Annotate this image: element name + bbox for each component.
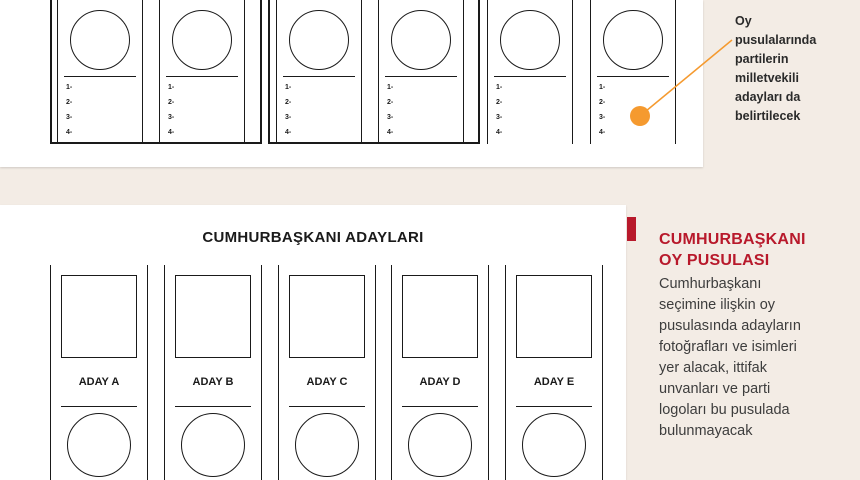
candidate-number: 1- xyxy=(387,84,394,91)
candidate-number: 4- xyxy=(285,129,292,136)
candidate-number: 2- xyxy=(168,99,175,106)
candidate-number: 4- xyxy=(599,129,606,136)
candidate-column xyxy=(164,265,262,480)
candidate-number: 1- xyxy=(285,84,292,91)
candidate-number: 1- xyxy=(496,84,503,91)
section-marker xyxy=(627,217,636,241)
candidate-number: 4- xyxy=(496,129,503,136)
candidate-photo-box xyxy=(61,275,137,358)
candidate-number: 4- xyxy=(66,129,73,136)
candidate-number: 4- xyxy=(387,129,394,136)
candidate-number: 3- xyxy=(599,114,606,121)
candidate-number: 3- xyxy=(66,114,73,121)
candidate-number: 3- xyxy=(168,114,175,121)
candidate-number: 1- xyxy=(66,84,73,91)
candidate-label: ADAY D xyxy=(419,376,461,388)
vote-circle xyxy=(181,413,245,477)
vote-circle xyxy=(408,413,472,477)
candidate-number: 3- xyxy=(496,114,503,121)
sidebar-body: Cumhurbaşkanı seçimine ilişkin oy pusulasında adayların fotoğrafları ve isimleri yer alacak, ittifak unvanları ve parti logoları bu pusulada bulunmayacak xyxy=(659,276,801,439)
candidate-label: ADAY C xyxy=(306,376,348,388)
candidate-number: 3- xyxy=(285,114,292,121)
callout-connector xyxy=(0,0,860,200)
vote-circle xyxy=(295,413,359,477)
candidate-label: ADAY B xyxy=(192,376,234,388)
candidate-column xyxy=(391,265,489,480)
candidate-number: 2- xyxy=(599,99,606,106)
candidate-photo-box xyxy=(402,275,478,358)
candidate-column xyxy=(505,265,603,480)
callout-line xyxy=(640,40,732,116)
sidebar-title: CUMHURBAŞKANI OY PUSULASI xyxy=(659,231,806,269)
vote-circle xyxy=(67,413,131,477)
candidate-column xyxy=(50,265,148,480)
candidate-number: 4- xyxy=(168,129,175,136)
candidate-number: 2- xyxy=(285,99,292,106)
callout-note: Oy pusulalarında partilerin milletvekili adayları da belirtilecek xyxy=(735,14,817,123)
candidate-number: 2- xyxy=(66,99,73,106)
callout-dot xyxy=(630,106,650,126)
candidate-number: 2- xyxy=(387,99,394,106)
candidate-label: ADAY A xyxy=(78,376,120,388)
candidate-number: 1- xyxy=(168,84,175,91)
candidate-number: 1- xyxy=(599,84,606,91)
president-ballot-title: CUMHURBAŞKANI ADAYLARI xyxy=(202,229,424,246)
candidate-number: 3- xyxy=(387,114,394,121)
candidate-number: 2- xyxy=(496,99,503,106)
vote-circle xyxy=(522,413,586,477)
candidate-photo-box xyxy=(516,275,592,358)
candidate-photo-box xyxy=(289,275,365,358)
candidate-column xyxy=(278,265,376,480)
candidate-label: ADAY E xyxy=(533,376,575,388)
candidate-photo-box xyxy=(175,275,251,358)
